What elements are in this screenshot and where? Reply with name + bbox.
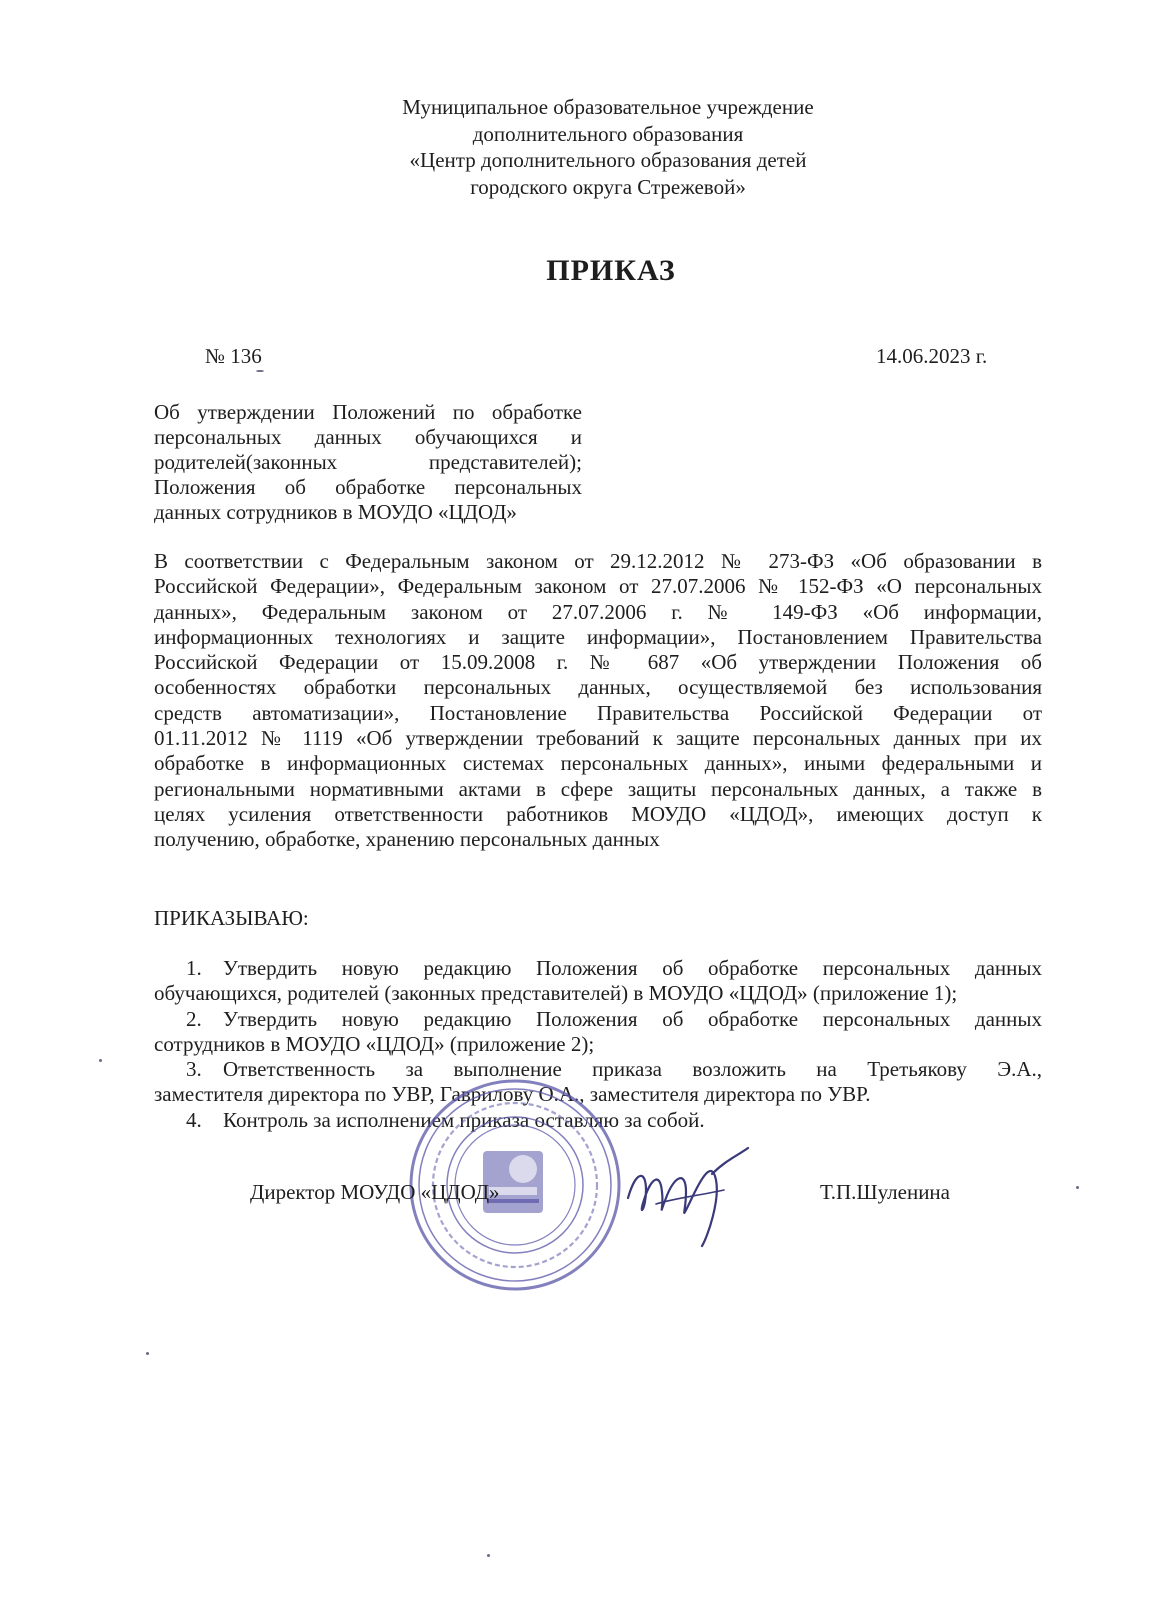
order-date: 14.06.2023 г. [876, 344, 988, 368]
order-number: № 136 [205, 344, 262, 368]
preamble-line: средств автоматизации», Постановление Правительства Российской Федерации от [154, 700, 1042, 725]
preamble-line: 01.11.2012 № 1119 «Об утверждении требований к защите персональных данных при их [154, 726, 1042, 751]
preamble-line: особенностях обработки персональных данных, осуществляемой без использования [154, 675, 1042, 700]
preamble-line: целях усиления ответственности работников МОУДО «ЦДОД», имеющих доступ к [154, 801, 1042, 826]
subject-line: Положения об обработке персональных [154, 475, 582, 499]
item-number: 1. [186, 956, 202, 980]
list-item [154, 1007, 1042, 1058]
subject-line: Об утверждении Положений по обработке [154, 400, 582, 424]
header-line: городского округа Стрежевой» [470, 174, 746, 199]
preamble-line: Российской Федерации», Федеральным законом от 27.07.2006 № 152-ФЗ «О персональных [154, 574, 1042, 599]
institution-header [283, 94, 933, 200]
scan-speck [1076, 1186, 1079, 1189]
item-text: Контроль за исполнением приказа оставляю за собой. [223, 1107, 705, 1132]
signatory-role: Директор МОУДО «ЦДОД» [250, 1180, 500, 1204]
item-number: 3. [186, 1057, 202, 1082]
subject-line: персональных данных обучающихся и [154, 425, 582, 449]
preamble-line: получению, обработке, хранению персональных данных [154, 827, 660, 852]
list-item [154, 956, 1042, 1007]
preamble-line: Российской Федерации от 15.09.2008 г. № 687 «Об утверждении Положения об [154, 650, 1042, 675]
scan-speck [99, 1059, 102, 1062]
item-number: 2. [186, 1006, 202, 1031]
item-text: Утвердить новую редакцию Положения об обработке персональных данных [223, 956, 1042, 980]
preamble-line: региональными нормативными актами в сфере защиты персональных данных, а также в [154, 776, 1042, 801]
preamble-line: В соответствии с Федеральным законом от 29.12.2012 № 273-ФЗ «Об образовании в [154, 549, 1042, 573]
item-text: Ответственность за выполнение приказа возложить на Третьякову Э.А., [223, 1057, 1042, 1082]
header-line: «Центр дополнительного образования детей [409, 148, 807, 172]
order-subject [154, 400, 582, 525]
subject-line: родителей(законных представителей); [154, 450, 582, 474]
item-text-cont: заместителя директора по УВР, Гаврилову О.А., заместителя директора по УВР. [154, 1082, 871, 1107]
preamble-line: данных», Федеральным законом от 27.07.2006 г. № 149-ФЗ «Об информации, [154, 599, 1042, 624]
item-text-cont: обучающихся, родителей (законных представителей) в МОУДО «ЦДОД» (приложение 1); [154, 981, 958, 1006]
item-text: Утвердить новую редакцию Положения об обработке персональных данных [223, 1006, 1042, 1031]
document-title: ПРИКАЗ [546, 254, 676, 287]
subject-line: данных сотрудников в МОУДО «ЦДОД» [154, 500, 517, 524]
item-number: 4. [186, 1107, 202, 1132]
handwritten-signature-icon [616, 1140, 756, 1250]
order-word: ПРИКАЗЫВАЮ: [154, 906, 309, 930]
signatory-name: Т.П.Шуленина [820, 1180, 950, 1204]
header-line: дополнительного образования [472, 121, 744, 146]
item-text-cont: сотрудников в МОУДО «ЦДОД» (приложение 2); [154, 1031, 595, 1056]
preamble-line: информационных технологиях и защите информации», Постановлением Правительства [154, 624, 1042, 649]
scan-speck [256, 370, 264, 372]
preamble [154, 549, 1042, 853]
header-line: Муниципальное образовательное учреждение [402, 95, 814, 119]
scan-speck [487, 1554, 490, 1557]
preamble-line: обработке в информационных системах персональных данных», иными федеральными и [154, 751, 1042, 776]
scan-speck [146, 1352, 149, 1355]
